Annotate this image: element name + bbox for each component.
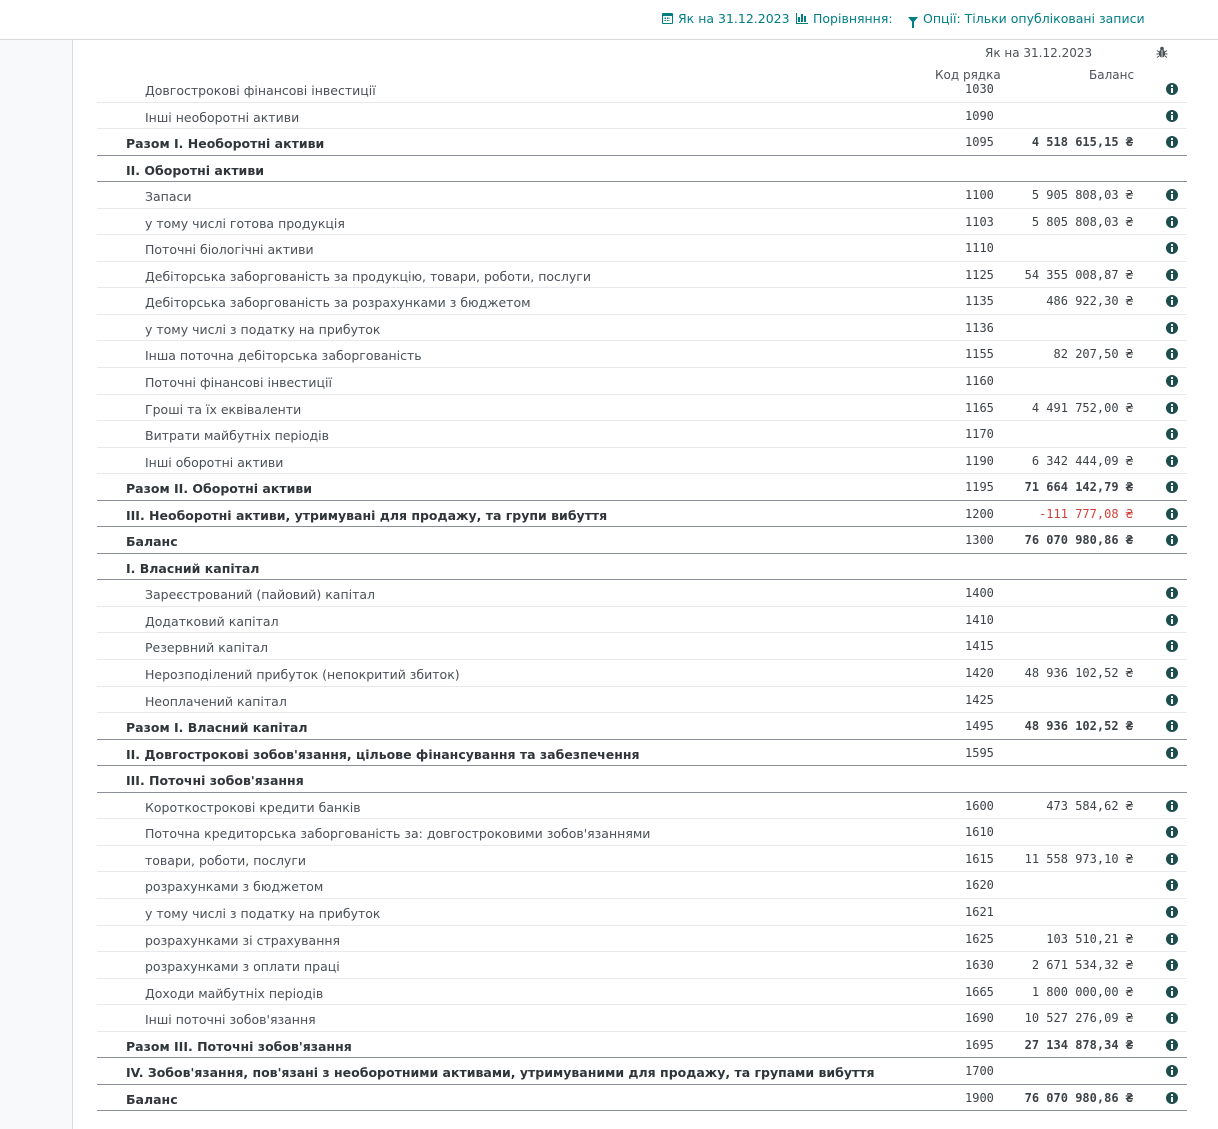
row-label: Разом III. Поточні зобов'язання [126,1038,352,1054]
table-row [97,740,1187,767]
table-row [97,288,1187,315]
row-code: 1135 [965,294,994,309]
row-balance-value[interactable]: 10 527 276,09 ₴ [1024,1011,1133,1026]
bug-icon[interactable] [1156,45,1168,59]
info-icon[interactable] [1166,534,1178,546]
row-label: I. Власний капітал [126,560,260,576]
info-icon[interactable] [1166,694,1178,706]
table-row [97,156,1187,183]
info-icon[interactable] [1166,402,1178,414]
row-label: Запаси [145,189,192,205]
table-row [97,607,1187,634]
table-row [97,395,1187,422]
options-filter-button[interactable] [908,11,1145,26]
row-label: Нерозподілений прибуток (непокритий збиток) [145,667,460,683]
row-label: Зареєстрований (пайовий) капітал [145,587,376,603]
column-date-header: Як на 31.12.2023 [985,46,1093,60]
row-code: 1495 [965,719,994,734]
table-row [97,527,1187,554]
info-icon[interactable] [1166,933,1178,945]
row-code: 1695 [965,1037,994,1052]
row-label: III. Поточні зобов'язання [126,773,304,789]
row-label: у тому числі готова продукція [145,215,345,231]
bar-chart-icon [796,13,808,24]
row-code: 1621 [965,904,994,919]
row-code: 1170 [965,427,994,442]
table-row [97,129,1187,156]
table-row [97,1058,1187,1085]
info-icon[interactable] [1166,508,1178,520]
row-balance-value[interactable]: 6 342 444,09 ₴ [1031,453,1133,468]
row-label: Поточні біологічні активи [145,242,314,258]
balance-column-header: Баланс [1089,68,1135,82]
row-balance-value[interactable]: 76 070 980,86 ₴ [1024,533,1133,548]
row-label: Інша поточна дебіторська заборгованість [145,348,422,364]
row-code: 1415 [965,639,994,654]
table-row [97,766,1187,793]
table-row [97,554,1187,581]
row-code: 1595 [965,745,994,760]
row-code: 1103 [965,214,994,229]
table-row [97,899,1187,926]
info-icon[interactable] [1166,800,1178,812]
table-row [97,793,1187,820]
info-icon[interactable] [1166,110,1178,122]
date-filter-label: Як на 31.12.2023 [678,11,790,26]
info-icon[interactable] [1166,136,1178,148]
info-icon[interactable] [1166,853,1178,865]
row-code: 1615 [965,851,994,866]
row-label: Дебіторська заборгованість за продукцію, товари, роботи, послуги [145,268,592,284]
balance-sheet-table [97,76,1187,1111]
table-row [97,235,1187,262]
row-code: 1195 [965,480,994,495]
row-label: Разом I. Необоротні активи [126,136,325,152]
row-label: товари, роботи, послуги [145,852,307,868]
row-label: III. Необоротні активи, утримувані для продажу, та групи вибуття [126,507,608,523]
row-label: Доходи майбутніх періодів [145,985,324,1001]
info-icon[interactable] [1166,640,1178,652]
row-label: Додатковий капітал [145,613,279,629]
row-code: 1625 [965,931,994,946]
row-code: 1110 [965,241,994,256]
info-icon[interactable] [1166,348,1178,360]
info-icon[interactable] [1166,1039,1178,1051]
row-label: розрахунками з бюджетом [145,879,324,895]
date-filter-button[interactable] [662,11,790,26]
info-icon[interactable] [1166,986,1178,998]
row-code: 1300 [965,533,994,548]
table-row [97,474,1187,501]
table-row [97,501,1187,528]
row-label: у тому числі з податку на прибуток [145,321,381,337]
row-label: Гроші та їх еквіваленти [145,401,302,417]
info-icon[interactable] [1166,216,1178,228]
row-code: 1620 [965,878,994,893]
code-column-header: Код рядка [935,68,1001,82]
table-row [97,448,1187,475]
info-icon[interactable] [1166,455,1178,467]
row-code: 1600 [965,798,994,813]
row-label: Баланс [126,1091,178,1107]
table-row [97,182,1187,209]
row-code: 1610 [965,825,994,840]
table-row [97,633,1187,660]
table-row [97,421,1187,448]
row-code: 1125 [965,267,994,282]
row-code: 1690 [965,1011,994,1026]
row-balance-value[interactable]: 473 584,62 ₴ [1046,798,1133,813]
row-label: Разом I. Власний капітал [126,720,308,736]
info-icon[interactable] [1166,720,1178,732]
table-row [97,580,1187,607]
info-icon[interactable] [1166,322,1178,334]
row-balance-value[interactable]: 48 936 102,52 ₴ [1024,666,1133,681]
table-row [97,872,1187,899]
row-code: 1160 [965,374,994,389]
info-icon[interactable] [1166,879,1178,891]
row-code: 1410 [965,612,994,627]
row-code: 1900 [965,1090,994,1105]
info-icon[interactable] [1166,1065,1178,1077]
report-toolbar [0,0,1218,40]
row-label: розрахунками зі страхування [145,932,341,948]
row-balance-value[interactable]: 27 134 878,34 ₴ [1024,1037,1133,1052]
info-icon[interactable] [1166,1092,1178,1104]
row-code: 1090 [965,108,994,123]
row-balance-value[interactable]: 1 800 000,00 ₴ [1031,984,1133,999]
row-label: розрахунками з оплати праці [145,959,340,975]
options-filter-label: Опції: Тільки опубліковані записи [923,11,1145,26]
row-balance-value[interactable]: 71 664 142,79 ₴ [1024,480,1133,495]
row-code: 1136 [965,320,994,335]
info-icon[interactable] [1166,428,1178,440]
table-row [97,368,1187,395]
row-code: 1100 [965,188,994,203]
info-icon[interactable] [1166,667,1178,679]
row-label: Дебіторська заборгованість за розрахунками з бюджетом [145,295,531,311]
comparison-label: Порівняння: [813,11,893,26]
table-row [97,1032,1187,1059]
table-row [97,1005,1187,1032]
info-icon[interactable] [1166,242,1178,254]
table-row [97,341,1187,368]
row-label: Короткострокові кредити банків [145,799,361,815]
info-icon[interactable] [1166,614,1178,626]
table-row [97,926,1187,953]
row-code: 1420 [965,666,994,681]
row-balance-value[interactable]: 82 207,50 ₴ [1053,347,1133,362]
row-balance-value[interactable]: -111 777,08 ₴ [1039,506,1133,521]
table-row [97,819,1187,846]
row-balance-value[interactable]: 5 805 808,03 ₴ [1031,214,1133,229]
row-code: 1200 [965,506,994,521]
filter-icon [908,17,918,23]
info-icon[interactable] [1166,481,1178,493]
info-icon[interactable] [1166,295,1178,307]
left-margin [0,40,72,1129]
table-row [97,687,1187,714]
table-row [97,315,1187,342]
calendar-icon [662,13,673,24]
row-code: 1095 [965,135,994,150]
row-label: Поточні фінансові інвестиції [145,375,332,391]
info-icon[interactable] [1166,375,1178,387]
row-label: Поточна кредиторська заборгованість за: довгостроковими зобов'язаннями [145,826,651,842]
row-label: IV. Зобов'язання, пов'язані з необоротними активами, утримуваними для продажу, та групами вибуття [126,1065,875,1081]
info-icon[interactable] [1166,587,1178,599]
row-balance-value[interactable]: 486 922,30 ₴ [1046,294,1133,309]
row-label: Інші необоротні активи [145,109,300,125]
table-row [97,713,1187,740]
row-code: 1190 [965,453,994,468]
row-code: 1400 [965,586,994,601]
row-balance-value[interactable]: 11 558 973,10 ₴ [1024,851,1133,866]
info-icon[interactable] [1166,959,1178,971]
row-code: 1155 [965,347,994,362]
info-icon[interactable] [1166,189,1178,201]
row-code: 1700 [965,1064,994,1079]
table-row [97,1085,1187,1112]
info-icon[interactable] [1166,1012,1178,1024]
row-label: II. Довгострокові зобов'язання, цільове фінансування та забезпечення [126,746,640,762]
row-balance-value[interactable]: 2 671 534,32 ₴ [1031,958,1133,973]
row-balance-value[interactable]: 48 936 102,52 ₴ [1024,719,1133,734]
row-balance-value[interactable]: 4 491 752,00 ₴ [1031,400,1133,415]
table-row [97,76,1187,103]
row-code: 1425 [965,692,994,707]
table-row [97,979,1187,1006]
row-label: Баланс [126,534,178,550]
table-row [97,846,1187,873]
info-icon[interactable] [1166,906,1178,918]
info-icon[interactable] [1166,747,1178,759]
info-icon[interactable] [1166,269,1178,281]
table-row [97,262,1187,289]
row-label: Довгострокові фінансові інвестиції [145,83,376,98]
info-icon[interactable] [1166,826,1178,838]
row-balance-value[interactable]: 4 518 615,15 ₴ [1031,135,1133,150]
row-label: Разом II. Оборотні активи [126,481,313,497]
row-code: 1030 [965,82,994,96]
comparison-button[interactable] [796,11,893,26]
row-label: II. Оборотні активи [126,162,264,178]
row-balance-value[interactable]: 103 510,21 ₴ [1046,931,1133,946]
row-label: Витрати майбутніх періодів [145,428,329,444]
row-code: 1665 [965,984,994,999]
table-row [97,103,1187,130]
table-row [97,209,1187,236]
row-balance-value[interactable]: 5 905 808,03 ₴ [1031,188,1133,203]
row-label: у тому числі з податку на прибуток [145,905,381,921]
row-balance-value[interactable]: 76 070 980,86 ₴ [1024,1090,1133,1105]
table-row [97,952,1187,979]
row-label: Інші оборотні активи [145,454,284,470]
row-balance-value[interactable]: 54 355 008,87 ₴ [1024,267,1133,282]
row-code: 1630 [965,958,994,973]
info-icon[interactable] [1166,83,1178,95]
row-code: 1165 [965,400,994,415]
row-label: Інші поточні зобов'язання [145,1012,316,1028]
row-label: Резервний капітал [145,640,269,656]
table-row [97,660,1187,687]
row-label: Неоплачений капітал [145,693,287,709]
